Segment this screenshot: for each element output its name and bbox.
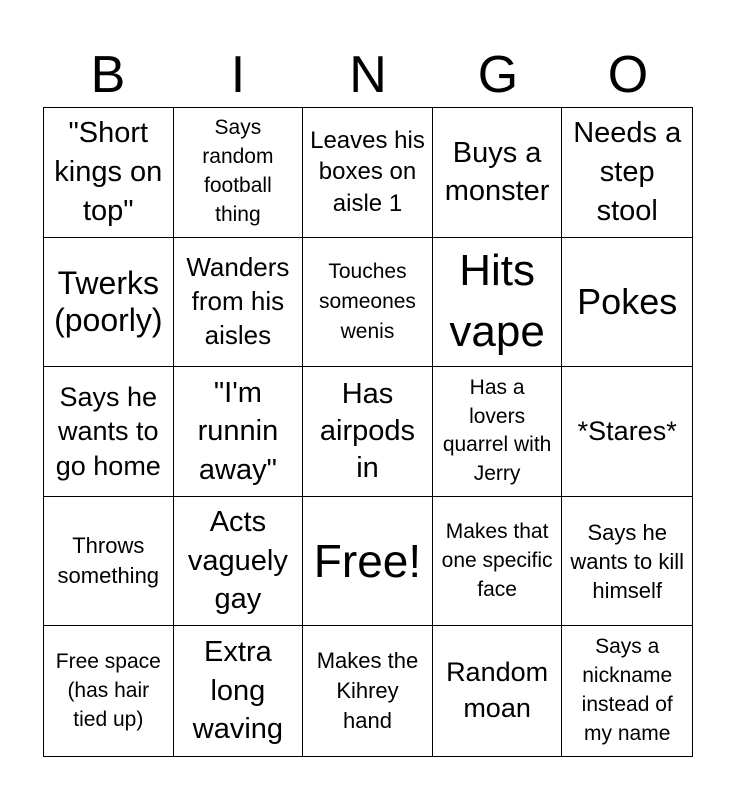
header-letter-b: B: [90, 46, 126, 104]
header-letter-o: O: [607, 46, 649, 104]
bingo-cell[interactable]: Wanders from his aisles: [174, 238, 304, 368]
bingo-cell[interactable]: Says a nickname instead of my name: [581, 635, 673, 746]
bingo-cell[interactable]: Says he wants to kill himself: [562, 497, 692, 627]
bingo-cell[interactable]: "I'm runnin away": [174, 367, 304, 497]
bingo-cell[interactable]: Makes the Kihrey hand: [303, 626, 433, 756]
header-letter-g: G: [477, 46, 519, 104]
bingo-cell[interactable]: Acts vaguely gay: [174, 497, 304, 627]
bingo-cell[interactable]: Random moan: [433, 626, 563, 756]
bingo-cell[interactable]: Twerks (poorly): [44, 238, 174, 368]
bingo-cell[interactable]: *Stares*: [562, 367, 692, 497]
bingo-cell[interactable]: Leaves his boxes on aisle 1: [303, 108, 433, 238]
bingo-cell[interactable]: Hits vape: [433, 238, 563, 368]
header-letter-n: N: [349, 46, 387, 104]
bingo-header: [43, 42, 693, 108]
header-letter-i: I: [230, 46, 246, 104]
bingo-cell[interactable]: Has airpods in: [303, 367, 433, 497]
bingo-cell[interactable]: "Short kings on top": [44, 108, 174, 238]
bingo-cell[interactable]: Makes that one specific face: [433, 497, 563, 627]
bingo-cell[interactable]: Free space (has hair tied up): [44, 626, 174, 756]
bingo-cell[interactable]: Buys a monster: [433, 108, 563, 238]
bingo-cell[interactable]: Needs a step stool: [562, 108, 692, 238]
bingo-cell[interactable]: Has a lovers quarrel with Jerry: [433, 367, 563, 497]
bingo-board: [43, 107, 693, 757]
bingo-cell[interactable]: Pokes: [562, 238, 692, 368]
bingo-cell[interactable]: Throws something: [44, 497, 174, 627]
free-space-cell[interactable]: Free!: [303, 497, 433, 627]
bingo-cell[interactable]: Extra long waving: [174, 626, 304, 756]
bingo-cell[interactable]: Says random football thing: [174, 108, 304, 238]
bingo-cell[interactable]: Touches someones wenis: [303, 238, 433, 368]
bingo-cell[interactable]: Says he wants to go home: [44, 367, 174, 497]
